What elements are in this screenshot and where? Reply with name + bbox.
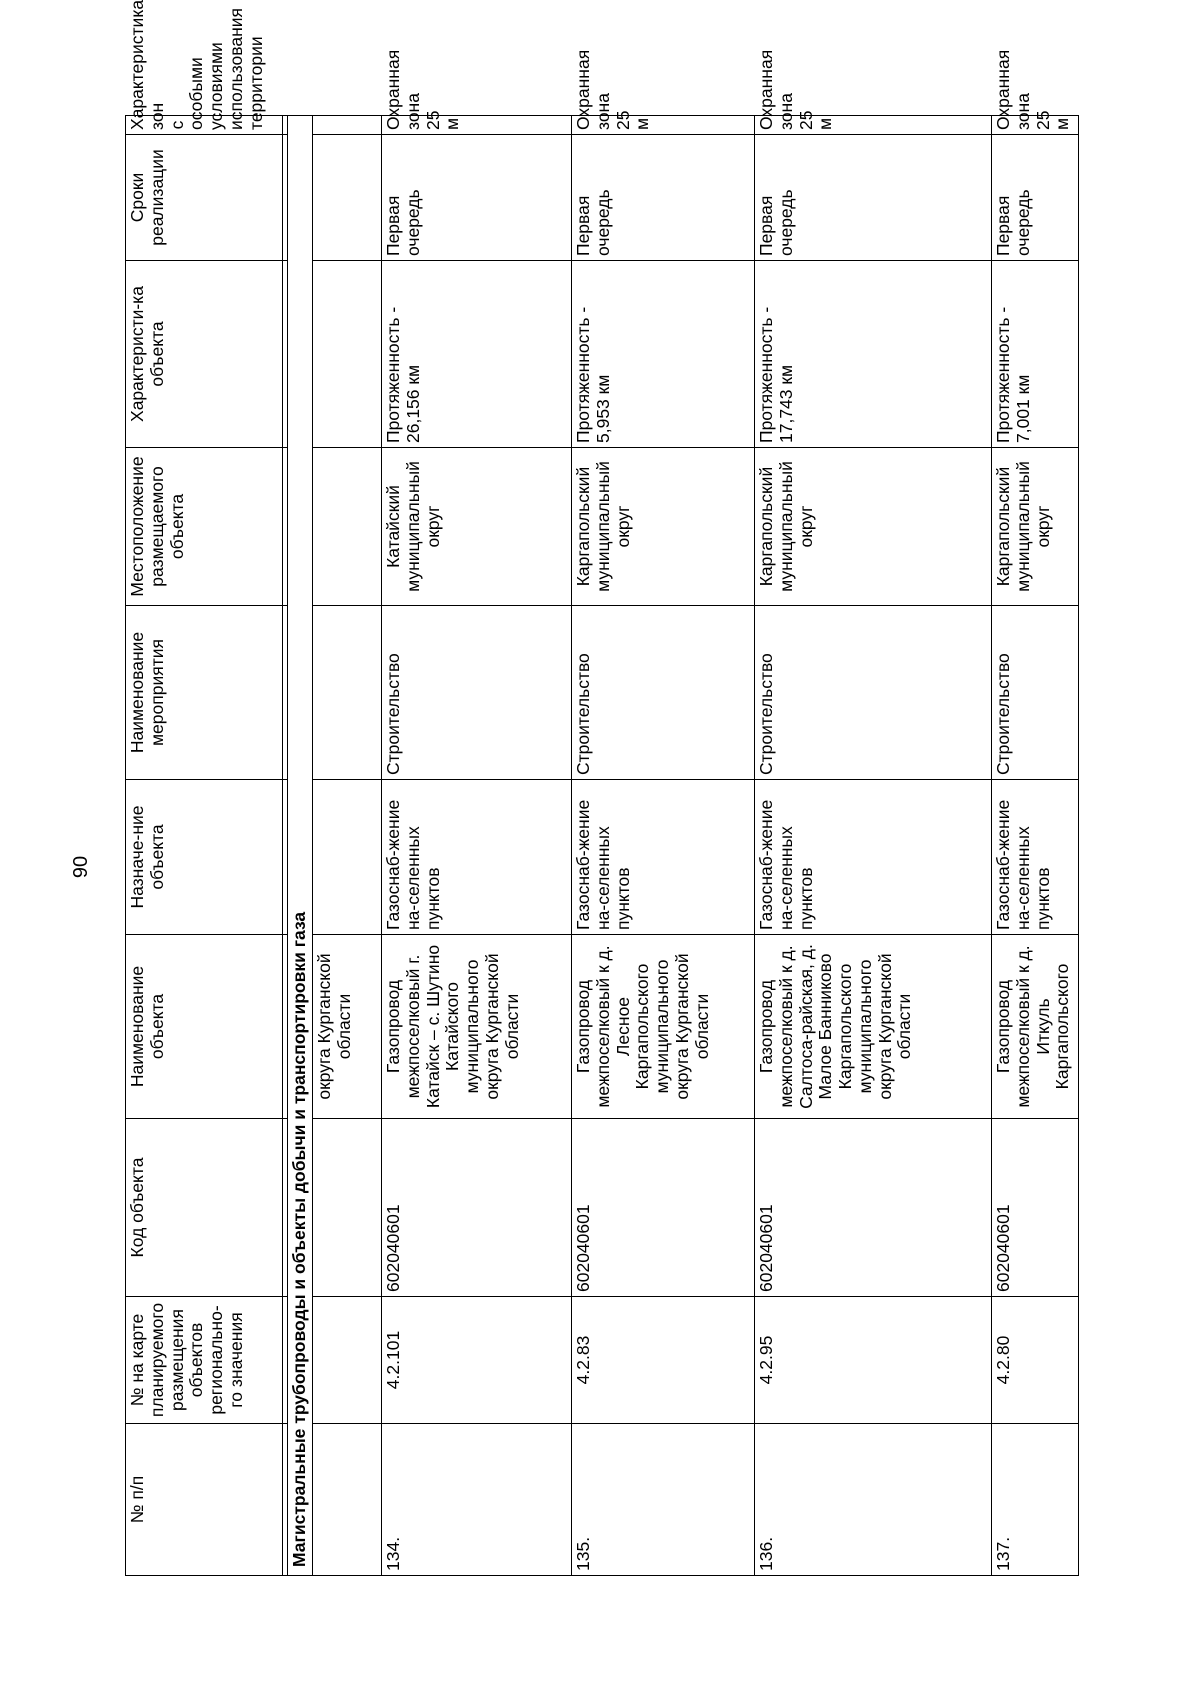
cell-characteristic: Протяженность - 5,953 км <box>572 261 755 448</box>
cell-purpose: Газоснаб-жение на-селенных пунктов <box>382 780 572 935</box>
table-row <box>382 116 572 1576</box>
header-zone: Характеристика зон с особыми условиями использования территории <box>126 116 283 135</box>
header-row <box>126 116 283 1576</box>
cell-location: Каргапольский муниципальный округ <box>572 448 755 606</box>
header-location: Местоположение размещаемого объекта <box>126 448 283 606</box>
cell-name: Газопровод межпоселковый к д. Иткуль Каргапольского <box>992 935 1079 1119</box>
cell-code: 602040601 <box>755 1119 992 1297</box>
section-row <box>288 116 313 1576</box>
header-map-no: № на карте планируемого размещения объектов регионально-го значения <box>126 1297 283 1424</box>
cell-map-no: 4.2.101 <box>382 1297 572 1424</box>
cell-num: 134. <box>382 1424 572 1576</box>
cell-activity: Строительство <box>572 606 755 780</box>
cell-zone: Охранная зона 25 м <box>755 116 992 135</box>
cell-map-no: 4.2.80 <box>992 1297 1079 1424</box>
cell-location: Каргапольский муниципальный округ <box>992 448 1079 606</box>
page-number: 90 <box>70 855 92 879</box>
cell-location: Катайский муниципальный округ <box>382 448 572 606</box>
objects-table <box>125 0 1079 1576</box>
cell-activity: Строительство <box>755 606 992 780</box>
cell-name: Газопровод межпоселковый к д. Лесное Каргапольского муниципального округа Курганской области <box>572 935 755 1119</box>
cell-zone: Охранная зона 25 м <box>992 116 1079 135</box>
cell-purpose: Газоснаб-жение на-селенных пунктов <box>992 780 1079 935</box>
header-characteristic: Характеристи-ка объекта <box>126 261 283 448</box>
continuation-row <box>313 116 382 1576</box>
cell-term: Первая очередь <box>755 135 992 261</box>
cell-num: 135. <box>572 1424 755 1576</box>
cell-activity: Строительство <box>992 606 1079 780</box>
cell-location: Каргапольский муниципальный округ <box>755 448 992 606</box>
header-term: Сроки реализации <box>126 135 283 261</box>
cell-term: Первая очередь <box>572 135 755 261</box>
header-code: Код объекта <box>126 1119 283 1297</box>
table-row <box>755 116 992 1576</box>
cell-zone: Охранная зона 25 м <box>382 116 572 135</box>
cell-purpose: Газоснаб-жение на-селенных пунктов <box>755 780 992 935</box>
table-row <box>572 116 755 1576</box>
cell-zone: Охранная зона 25 м <box>572 116 755 135</box>
cell-name: Газопровод межпоселковый г. Катайск – с. Шутино Катайского муниципального округа Курганской области <box>382 935 572 1119</box>
cell-characteristic: Протяженность - 17,743 км <box>755 261 992 448</box>
section-title: Магистральные трубопроводы и объекты добычи и транспортировки газа <box>288 116 313 1576</box>
cell-activity: Строительство <box>382 606 572 780</box>
cell-map-no: 4.2.95 <box>755 1297 992 1424</box>
cell-map-no: 4.2.83 <box>572 1297 755 1424</box>
cell-term: Первая очередь <box>992 135 1079 261</box>
table-row <box>992 116 1079 1576</box>
header-num: № п/п <box>126 1424 283 1576</box>
continuation-name: округа Курганской области <box>313 935 382 1119</box>
cell-num: 137. <box>992 1424 1079 1576</box>
cell-code: 602040601 <box>992 1119 1079 1297</box>
cell-characteristic: Протяженность - 7,001 км <box>992 261 1079 448</box>
cell-num: 136. <box>755 1424 992 1576</box>
header-name: Наименование объекта <box>126 935 283 1119</box>
cell-name: Газопровод межпоселковый к д. Салтоса-райская, д. Малое Банниково Каргапольского муниципального округа Курганской области <box>755 935 992 1119</box>
cell-purpose: Газоснаб-жение на-селенных пунктов <box>572 780 755 935</box>
cell-term: Первая очередь <box>382 135 572 261</box>
cell-code: 602040601 <box>572 1119 755 1297</box>
cell-characteristic: Протяженность - 26,156 км <box>382 261 572 448</box>
header-purpose: Назначе-ние объекта <box>126 780 283 935</box>
cell-code: 602040601 <box>382 1119 572 1297</box>
header-activity: Наименование мероприятия <box>126 606 283 780</box>
